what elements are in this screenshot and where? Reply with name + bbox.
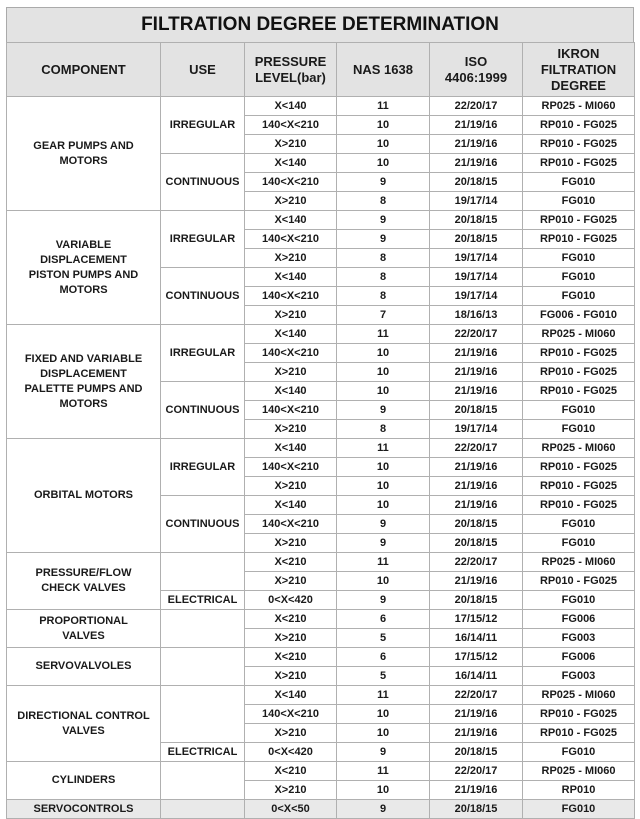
ikron-cell: FG003 — [523, 667, 635, 686]
pressure-cell: 0<X<50 — [245, 800, 337, 819]
pressure-cell: X>210 — [245, 534, 337, 553]
nas-cell: 6 — [337, 648, 430, 667]
ikron-cell: RP010 - FG025 — [523, 135, 635, 154]
use-cell — [161, 800, 245, 819]
component-label: CYLINDERS — [51, 774, 116, 786]
pressure-cell: X<140 — [245, 686, 337, 705]
iso-cell: 19/17/14 — [430, 420, 523, 439]
ikron-cell: FG010 — [523, 800, 635, 819]
pressure-cell: X<210 — [245, 648, 337, 667]
use-cell: CONTINUOUS — [161, 382, 245, 439]
nas-cell: 9 — [337, 800, 430, 819]
nas-cell: 10 — [337, 781, 430, 800]
ikron-cell: FG010 — [523, 420, 635, 439]
iso-cell: 21/19/16 — [430, 116, 523, 135]
pressure-cell: 140<X<210 — [245, 458, 337, 477]
component-label: PROPORTIONAL — [39, 614, 128, 627]
iso-cell: 18/16/13 — [430, 306, 523, 325]
nas-cell: 9 — [337, 534, 430, 553]
iso-cell: 22/20/17 — [430, 553, 523, 572]
nas-cell: 10 — [337, 724, 430, 743]
use-cell — [161, 686, 245, 743]
nas-cell: 9 — [337, 743, 430, 762]
use-cell: IRREGULAR — [161, 211, 245, 268]
iso-cell: 22/20/17 — [430, 325, 523, 344]
use-cell: CONTINUOUS — [161, 268, 245, 325]
component-cell — [7, 97, 161, 211]
nas-cell: 8 — [337, 420, 430, 439]
pressure-cell: X>210 — [245, 572, 337, 591]
nas-cell: 10 — [337, 154, 430, 173]
header-component: COMPONENT — [7, 43, 161, 97]
iso-cell: 21/19/16 — [430, 344, 523, 363]
pressure-cell: X>210 — [245, 477, 337, 496]
component-label: SERVOVALVOLES — [35, 660, 132, 672]
pressure-cell: 140<X<210 — [245, 344, 337, 363]
ikron-cell: RP010 - FG025 — [523, 458, 635, 477]
component-cell — [7, 686, 161, 762]
use-cell — [161, 762, 245, 800]
ikron-cell: FG010 — [523, 515, 635, 534]
use-cell: CONTINUOUS — [161, 496, 245, 553]
pressure-cell: X>210 — [245, 724, 337, 743]
ikron-cell: FG006 — [523, 610, 635, 629]
pressure-cell: 0<X<420 — [245, 591, 337, 610]
iso-cell: 20/18/15 — [430, 401, 523, 420]
component-label: GEAR PUMPS AND — [33, 139, 134, 152]
component-cell — [7, 762, 161, 800]
use-cell: ELECTRICAL — [161, 591, 245, 610]
iso-cell: 17/15/12 — [430, 648, 523, 667]
iso-cell: 16/14/11 — [430, 667, 523, 686]
iso-cell: 21/19/16 — [430, 363, 523, 382]
component-label: DISPLACEMENT — [40, 367, 127, 380]
nas-cell: 10 — [337, 363, 430, 382]
ikron-cell: FG010 — [523, 173, 635, 192]
table-row — [7, 800, 635, 819]
ikron-cell: FG010 — [523, 192, 635, 211]
iso-cell: 22/20/17 — [430, 762, 523, 781]
ikron-cell: FG010 — [523, 591, 635, 610]
nas-cell: 7 — [337, 306, 430, 325]
ikron-cell: RP010 - FG025 — [523, 477, 635, 496]
component-cell — [7, 648, 161, 686]
iso-cell: 22/20/17 — [430, 686, 523, 705]
ikron-cell: RP010 - FG025 — [523, 344, 635, 363]
iso-cell: 17/15/12 — [430, 610, 523, 629]
iso-cell: 21/19/16 — [430, 781, 523, 800]
table-row — [7, 553, 635, 572]
iso-cell: 19/17/14 — [430, 287, 523, 306]
ikron-cell: RP010 - FG025 — [523, 230, 635, 249]
nas-cell: 9 — [337, 173, 430, 192]
table-row — [7, 648, 635, 667]
filtration-table — [6, 42, 635, 819]
ikron-cell: RP010 - FG025 — [523, 724, 635, 743]
iso-cell: 20/18/15 — [430, 211, 523, 230]
iso-cell: 21/19/16 — [430, 382, 523, 401]
pressure-cell: X<140 — [245, 439, 337, 458]
ikron-cell: FG010 — [523, 401, 635, 420]
iso-cell: 21/19/16 — [430, 572, 523, 591]
component-label: VARIABLE DISPLACEMENT — [40, 238, 127, 266]
nas-cell: 10 — [337, 458, 430, 477]
nas-cell: 11 — [337, 686, 430, 705]
pressure-cell: X>210 — [245, 306, 337, 325]
iso-cell: 22/20/17 — [430, 97, 523, 116]
pressure-cell: X<210 — [245, 553, 337, 572]
iso-cell: 21/19/16 — [430, 477, 523, 496]
ikron-cell: RP025 - MI060 — [523, 762, 635, 781]
pressure-cell: X>210 — [245, 420, 337, 439]
ikron-cell: FG010 — [523, 268, 635, 287]
nas-cell: 11 — [337, 97, 430, 116]
nas-cell: 10 — [337, 477, 430, 496]
ikron-cell: FG010 — [523, 249, 635, 268]
pressure-cell: X<140 — [245, 325, 337, 344]
ikron-cell: FG006 — [523, 648, 635, 667]
component-label: SERVOCONTROLS — [33, 802, 134, 815]
component-cell — [7, 800, 161, 819]
ikron-cell: RP010 - FG025 — [523, 705, 635, 724]
ikron-cell: RP025 - MI060 — [523, 97, 635, 116]
ikron-cell: RP010 — [523, 781, 635, 800]
use-cell — [161, 553, 245, 591]
component-label: FIXED AND VARIABLE — [24, 352, 143, 365]
ikron-cell: RP025 - MI060 — [523, 686, 635, 705]
component-label: PISTON PUMPS AND — [28, 268, 139, 281]
iso-cell: 20/18/15 — [430, 743, 523, 762]
component-label: VALVES — [62, 629, 105, 642]
iso-cell: 20/18/15 — [430, 591, 523, 610]
ikron-cell: FG003 — [523, 629, 635, 648]
pressure-cell: 140<X<210 — [245, 401, 337, 420]
ikron-cell: RP010 - FG025 — [523, 363, 635, 382]
use-cell — [161, 610, 245, 648]
header-row — [7, 43, 635, 97]
table-row — [7, 325, 635, 344]
component-cell — [7, 439, 161, 553]
nas-cell: 6 — [337, 610, 430, 629]
component-label: CHECK VALVES — [41, 582, 126, 594]
component-label: ORBITAL MOTORS — [34, 489, 133, 501]
ikron-cell: FG010 — [523, 534, 635, 553]
pressure-cell: X<140 — [245, 382, 337, 401]
use-cell: ELECTRICAL — [161, 743, 245, 762]
component-cell — [7, 325, 161, 439]
iso-cell: 21/19/16 — [430, 705, 523, 724]
nas-cell: 10 — [337, 496, 430, 515]
component-label: MOTORS — [59, 397, 108, 410]
pressure-cell: X>210 — [245, 192, 337, 211]
component-label: DIRECTIONAL CONTROL — [17, 709, 150, 722]
ikron-cell: RP010 - FG025 — [523, 382, 635, 401]
header-iso: ISO 4406:1999 — [430, 43, 523, 97]
pressure-cell: X<140 — [245, 496, 337, 515]
pressure-cell: X>210 — [245, 629, 337, 648]
ikron-cell: RP010 - FG025 — [523, 154, 635, 173]
nas-cell: 9 — [337, 515, 430, 534]
ikron-cell: RP010 - FG025 — [523, 116, 635, 135]
pressure-cell: X<210 — [245, 610, 337, 629]
nas-cell: 11 — [337, 553, 430, 572]
component-cell — [7, 211, 161, 325]
nas-cell: 8 — [337, 192, 430, 211]
table-row — [7, 686, 635, 705]
pressure-cell: 140<X<210 — [245, 173, 337, 192]
nas-cell: 11 — [337, 439, 430, 458]
header-nas: NAS 1638 — [337, 43, 430, 97]
filtration-table-container — [6, 7, 634, 819]
pressure-cell: X<140 — [245, 97, 337, 116]
iso-cell: 21/19/16 — [430, 135, 523, 154]
ikron-cell: RP010 - FG025 — [523, 496, 635, 515]
pressure-cell: X>210 — [245, 135, 337, 154]
nas-cell: 11 — [337, 325, 430, 344]
component-label: PALETTE PUMPS AND — [24, 382, 143, 395]
nas-cell: 10 — [337, 705, 430, 724]
nas-cell: 5 — [337, 667, 430, 686]
nas-cell: 5 — [337, 629, 430, 648]
use-cell: IRREGULAR — [161, 439, 245, 496]
iso-cell: 19/17/14 — [430, 249, 523, 268]
ikron-cell: FG010 — [523, 287, 635, 306]
iso-cell: 19/17/14 — [430, 192, 523, 211]
ikron-cell: FG006 - FG010 — [523, 306, 635, 325]
nas-cell: 8 — [337, 268, 430, 287]
nas-cell: 9 — [337, 401, 430, 420]
iso-cell: 16/14/11 — [430, 629, 523, 648]
iso-cell: 21/19/16 — [430, 496, 523, 515]
pressure-cell: X>210 — [245, 781, 337, 800]
pressure-cell: 140<X<210 — [245, 705, 337, 724]
pressure-cell: X<140 — [245, 154, 337, 173]
nas-cell: 9 — [337, 230, 430, 249]
nas-cell: 10 — [337, 382, 430, 401]
component-cell — [7, 553, 161, 610]
use-cell: IRREGULAR — [161, 325, 245, 382]
pressure-cell: 140<X<210 — [245, 287, 337, 306]
nas-cell: 8 — [337, 287, 430, 306]
iso-cell: 21/19/16 — [430, 154, 523, 173]
table-row — [7, 97, 635, 116]
header-pressure: PRESSURE LEVEL(bar) — [245, 43, 337, 97]
table-row — [7, 439, 635, 458]
iso-cell: 20/18/15 — [430, 515, 523, 534]
table-row — [7, 762, 635, 781]
iso-cell: 21/19/16 — [430, 724, 523, 743]
header-ikron: IKRON FILTRATION DEGREE — [523, 43, 635, 97]
nas-cell: 9 — [337, 591, 430, 610]
pressure-cell: 140<X<210 — [245, 116, 337, 135]
iso-cell: 20/18/15 — [430, 230, 523, 249]
ikron-cell: RP025 - MI060 — [523, 553, 635, 572]
pressure-cell: X>210 — [245, 363, 337, 382]
pressure-cell: X>210 — [245, 249, 337, 268]
ikron-cell: RP025 - MI060 — [523, 325, 635, 344]
use-cell — [161, 648, 245, 686]
pressure-cell: X>210 — [245, 667, 337, 686]
ikron-cell: FG010 — [523, 743, 635, 762]
nas-cell: 10 — [337, 344, 430, 363]
table-row — [7, 211, 635, 230]
ikron-cell: RP010 - FG025 — [523, 572, 635, 591]
iso-cell: 21/19/16 — [430, 458, 523, 477]
iso-cell: 20/18/15 — [430, 534, 523, 553]
pressure-cell: X<210 — [245, 762, 337, 781]
nas-cell: 9 — [337, 211, 430, 230]
pressure-cell: 140<X<210 — [245, 515, 337, 534]
component-label: VALVES — [62, 724, 105, 737]
nas-cell: 8 — [337, 249, 430, 268]
table-title: FILTRATION DEGREE DETERMINATION — [6, 7, 634, 42]
nas-cell: 10 — [337, 135, 430, 154]
table-row — [7, 610, 635, 629]
iso-cell: 19/17/14 — [430, 268, 523, 287]
nas-cell: 11 — [337, 762, 430, 781]
pressure-cell: 140<X<210 — [245, 230, 337, 249]
component-cell — [7, 610, 161, 648]
component-label: MOTORS — [59, 283, 108, 296]
pressure-cell: X<140 — [245, 211, 337, 230]
iso-cell: 20/18/15 — [430, 173, 523, 192]
iso-cell: 22/20/17 — [430, 439, 523, 458]
nas-cell: 10 — [337, 572, 430, 591]
use-cell: CONTINUOUS — [161, 154, 245, 211]
table-body — [7, 97, 635, 819]
component-label: MOTORS — [59, 154, 108, 167]
ikron-cell: RP010 - FG025 — [523, 211, 635, 230]
header-use: USE — [161, 43, 245, 97]
component-label: PRESSURE/FLOW — [35, 567, 132, 579]
nas-cell: 10 — [337, 116, 430, 135]
pressure-cell: X<140 — [245, 268, 337, 287]
ikron-cell: RP025 - MI060 — [523, 439, 635, 458]
iso-cell: 20/18/15 — [430, 800, 523, 819]
pressure-cell: 0<X<420 — [245, 743, 337, 762]
use-cell: IRREGULAR — [161, 97, 245, 154]
